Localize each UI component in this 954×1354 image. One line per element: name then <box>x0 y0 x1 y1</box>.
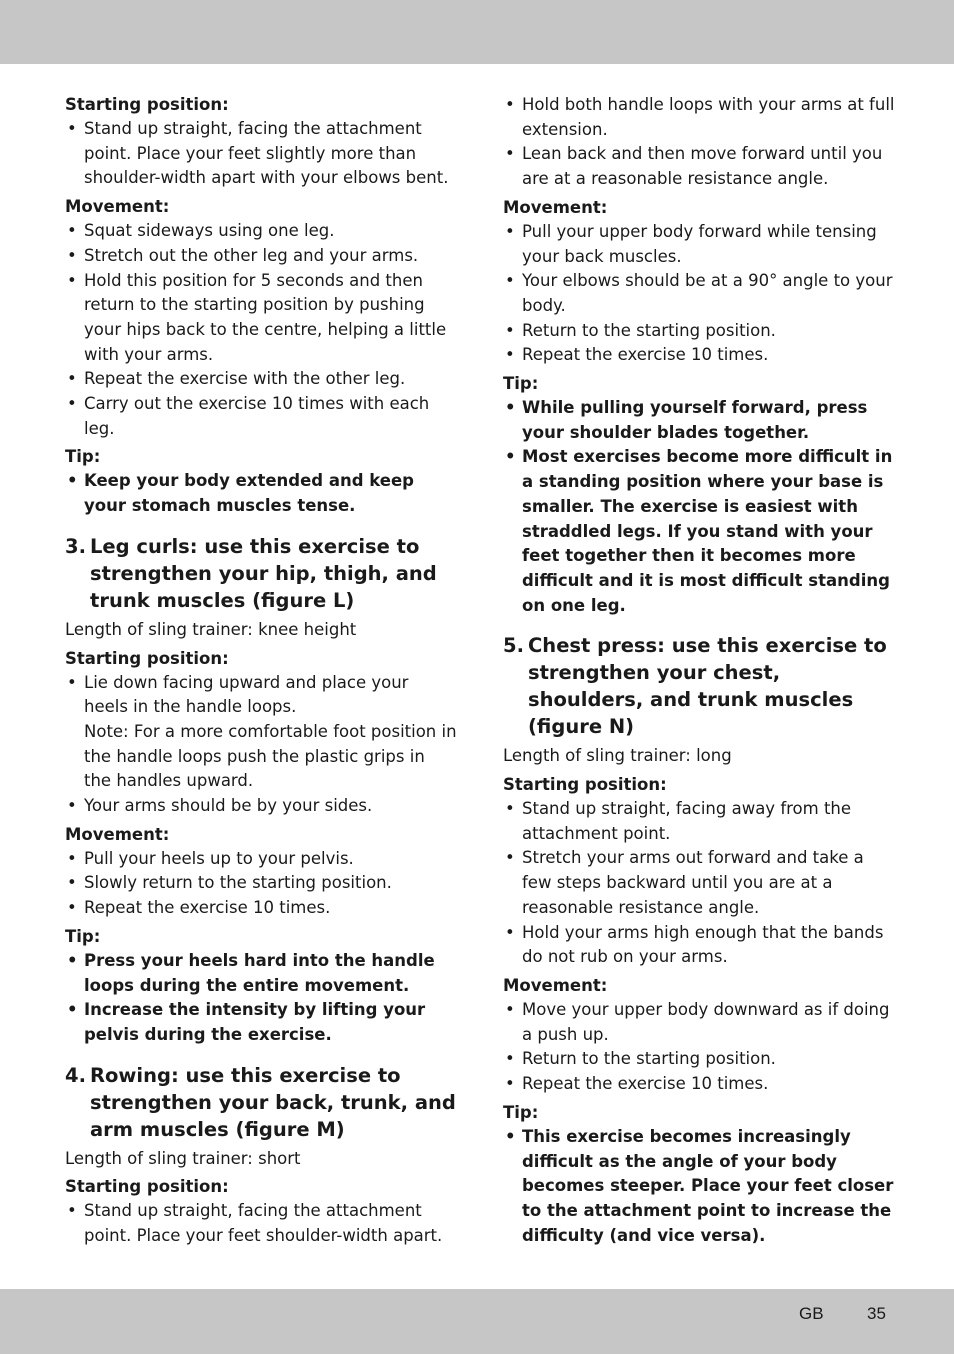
section-heading: 4. Rowing: use this exercise to strengthen your back, trunk, and arm muscles (figure M) <box>65 1063 456 1141</box>
bullet-list <box>503 998 895 1097</box>
tip-list <box>65 949 457 1048</box>
bullet-list <box>503 797 895 970</box>
list-item: • Hold both handle loops with your arms at full extension. <box>505 95 895 139</box>
list-item: • Carry out the exercise 10 times with each leg. <box>67 394 430 438</box>
list-item: • Stand up straight, facing the attachment point. Place your feet shoulder-width apart. <box>67 1201 443 1246</box>
list-item: • Repeat the exercise with the other leg. <box>67 369 406 389</box>
right-column <box>503 93 895 1248</box>
list-item: • Move your upper body downward as if doing a push up. <box>505 999 890 1044</box>
tip-item: • Increase the intensity by lifting your pelvis during the exercise. <box>67 1000 426 1044</box>
list-item: • Pull your upper body forward while tensing your back muscles. <box>505 221 877 266</box>
bullet-list <box>65 671 457 819</box>
section-label: Movement: <box>503 197 608 217</box>
list-item: • Return to the starting position. <box>505 320 776 340</box>
tip-list <box>503 396 895 618</box>
tip-label: Tip: <box>503 1102 539 1122</box>
list-item: • Your elbows should be at a 90° angle to your body. <box>505 271 893 315</box>
list-item: • Lie down facing upward and place your heels in the handle loops. Note: For a more comfortable foot position in the handle loops push the plastic grips in the handles upward. <box>65 671 457 795</box>
list-item: • Stand up straight, facing the attachment point. Place your feet slightly more than shoulder-width apart with your elbows bent. <box>67 119 449 188</box>
section-label: Starting position: <box>503 775 667 795</box>
section-label: Starting position: <box>65 95 229 114</box>
list-item: • Your arms should be by your sides. <box>67 796 373 816</box>
language-code: GB <box>799 1304 824 1323</box>
tip-item: • This exercise becomes increasingly difficult as the angle of your body becomes steeper. Place your feet closer to the attachment point to increase the difficulty (and vice versa). <box>505 1126 894 1245</box>
list-item: • Repeat the exercise 10 times. <box>67 898 331 918</box>
tip-label: Tip: <box>65 447 101 467</box>
bullet-list <box>65 847 457 921</box>
list-item: • Stretch out the other leg and your arms. <box>67 245 419 265</box>
note-text: Note: For a more comfortable foot position in the handle loops push the plastic grips in the handles upward. <box>84 721 457 791</box>
tip-label: Tip: <box>503 374 539 394</box>
tip-item: • Press your heels hard into the handle loops during the entire movement. <box>67 950 435 995</box>
list-item: • Pull your heels up to your pelvis. <box>67 848 354 868</box>
section-label: Movement: <box>503 975 608 995</box>
left-column <box>65 93 457 1249</box>
list-item: • Lean back and then move forward until you are at a reasonable resistance angle. <box>505 144 883 189</box>
list-item: • Repeat the exercise 10 times. <box>505 345 769 365</box>
tip-item: • Most exercises become more difficult in a standing position where your base is smaller. The exercise is easiest with straddled legs. If you stand with your feet together then it becomes more difficult and it is most difficult standing on one leg. <box>505 447 893 615</box>
bullet-list <box>65 1199 457 1248</box>
list-item: • Stretch your arms out forward and take a few steps backward until you are at a reasonable resistance angle. <box>505 848 864 917</box>
page-number: 35 <box>867 1304 886 1323</box>
section-label: Starting position: <box>65 648 229 668</box>
sling-length: Length of sling trainer: short <box>65 1148 301 1168</box>
header-bar <box>0 0 954 64</box>
list-item: • Slowly return to the starting position. <box>67 873 392 893</box>
bullet-list <box>503 93 895 192</box>
sling-length: Length of sling trainer: long <box>503 746 732 766</box>
list-item: • Repeat the exercise 10 times. <box>505 1074 769 1094</box>
section-label: Movement: <box>65 197 170 217</box>
list-item: • Hold this position for 5 seconds and then return to the starting position by pushing your hips back to the centre, helping a little with your arms. <box>67 270 447 364</box>
list-item: • Squat sideways using one leg. <box>67 221 335 241</box>
sling-length: Length of sling trainer: knee height <box>65 619 357 639</box>
section-label: Starting position: <box>65 1177 229 1197</box>
section-heading: 3. Leg curls: use this exercise to strengthen your hip, thigh, and trunk muscles (figure L) <box>65 534 437 612</box>
tip-label: Tip: <box>65 926 101 946</box>
bullet-list <box>65 117 457 191</box>
tip-list <box>65 469 457 518</box>
section-heading: 5. Chest press: use this exercise to strengthen your chest, shoulders, and trunk muscles (figure N) <box>503 634 887 739</box>
tip-item: • While pulling yourself forward, press your shoulder blades together. <box>505 398 868 442</box>
list-item: • Hold your arms high enough that the bands do not rub on your arms. <box>505 922 884 967</box>
list-item: • Stand up straight, facing away from the attachment point. <box>505 799 852 843</box>
bullet-list <box>65 219 457 441</box>
tip-list <box>503 1125 895 1249</box>
bullet-list <box>503 220 895 368</box>
section-label: Movement: <box>65 824 170 844</box>
tip-item: • Keep your body extended and keep your stomach muscles tense. <box>67 471 414 516</box>
list-item: • Return to the starting position. <box>505 1049 776 1069</box>
